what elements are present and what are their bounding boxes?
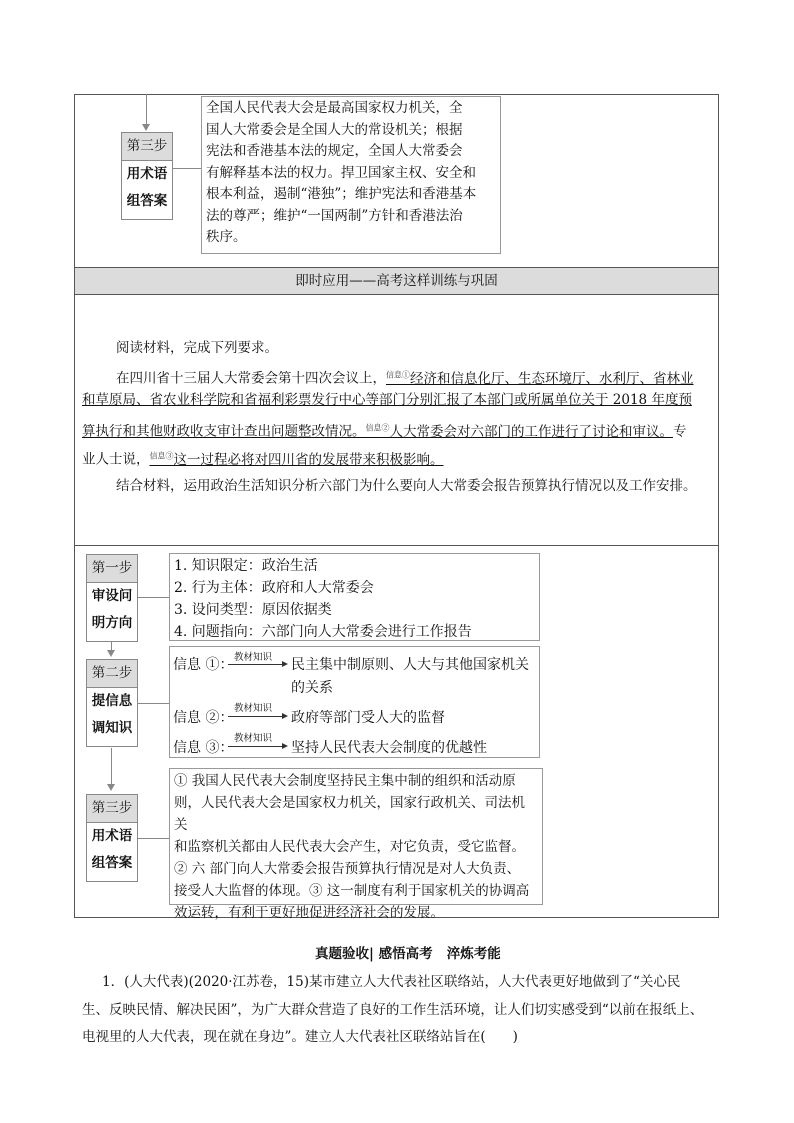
answer-line: ② 六 部门向人大常委会报告预算执行情况是对人大负责、: [174, 861, 521, 877]
info-3-text: 坚持人民代表大会制度的优越性: [291, 740, 487, 756]
apply-header-text: 即时应用——高考这样训练与巩固: [295, 273, 498, 289]
info-1-text: 和草原局、省农业科学院和省福利彩票发行中心等部门分别汇报了本部门或所属单位关于 2018 年度预: [82, 392, 692, 408]
material-line-1: [116, 364, 694, 390]
info-1-prefix: 信息 ①：: [173, 657, 234, 673]
material-task: 结合材料，运用政治生活知识分析六部门为什么要向人大常委会报告预算执行情况以及工作安排。: [116, 478, 697, 494]
answer-line: 有解释基本法的权力。捍卫国家主权、安全和: [206, 164, 476, 181]
info-2-text: 政府等部门受人大的监督: [291, 710, 445, 726]
arrow-label-2: 教材知识: [234, 703, 273, 714]
info-1-text: [386, 371, 694, 387]
arrow-right-icon: [282, 713, 288, 719]
step-subtitle-1: 审设问: [91, 588, 133, 604]
material-line-4: [82, 445, 444, 471]
answer-line: 则，人民代表大会是国家权力机关，国家行政机关、司法机关: [174, 795, 525, 833]
arrow-line: [228, 664, 283, 665]
info-1-text-cont: 的关系: [291, 680, 333, 696]
material-text: 业人士说，: [82, 451, 150, 468]
info-1-text: 民主集中制原则、人大与其他国家机关: [291, 657, 529, 673]
arrow-line: [228, 746, 283, 747]
step3-answer-box: [169, 768, 543, 921]
material-text: 人大常委会对六部门的工作进行了讨论和审议。: [389, 423, 673, 440]
step-subtitle-1: 提信息: [91, 693, 133, 709]
material-line-3: [82, 417, 687, 443]
answer-line: ① 我国人民代表大会制度坚持民主集中制的组织和活动原: [174, 773, 516, 789]
info-2-prefix: 信息 ②：: [173, 710, 234, 726]
arrow-right-icon: [282, 743, 288, 749]
step3-label-top: [121, 132, 173, 220]
step-subtitle-2: 组答案: [91, 855, 133, 871]
arrow-label-1: 教材知识: [234, 652, 273, 663]
step1-box: [169, 553, 540, 641]
step2-label: [86, 659, 138, 747]
info-3-text: [150, 452, 444, 468]
connector-line: [138, 838, 169, 839]
material-line-2: [82, 389, 692, 411]
question-line-1: 1．(人大代表)(2020·江苏卷，15)某市建立人大代表社区联络站，人大代表更好地做到了“关心民: [102, 974, 681, 990]
info-tag-1: 信息①: [386, 370, 410, 379]
arrow-line: [228, 716, 283, 717]
analysis-item: 2. 行为主体：政府和人大常委会: [174, 580, 374, 596]
step-subtitle-2: 明方向: [91, 615, 133, 631]
answer-line: 宪法和香港基本法的规定，全国人大常委会: [206, 143, 463, 159]
answer-line: 效运转，有利于更好地促进经济社会的发展。: [174, 905, 444, 921]
question-line-3: 电视里的人大代表，现在就在身边”。建立人大代表社区联络站旨在( ): [82, 1029, 518, 1045]
answer-line: 根本利益，遏制“港独”；维护宪法和香港基本: [206, 186, 477, 202]
info-tag-3: 信息③: [149, 451, 174, 460]
answer-line: 秩序。: [206, 229, 247, 245]
info-1-text: 算执行和其他财政收支审计查出问题整改情况。: [82, 423, 366, 440]
material-text: 专: [673, 423, 687, 440]
connector-line: [138, 703, 169, 704]
apply-header: [74, 267, 719, 295]
connector-line: [146, 94, 147, 124]
step3-label: [86, 794, 138, 882]
arrow-down-icon: [107, 784, 115, 791]
top-answer-box: [201, 96, 501, 254]
analysis-item: 1. 知识限定：政治生活: [174, 558, 318, 574]
section-heading: 真题验收| 感悟高考 淬炼考能: [315, 946, 501, 962]
arrow-down-icon: [107, 650, 115, 657]
answer-line: 国人大常委会是全国人大的常设机关；根据: [206, 121, 463, 138]
step-subtitle-1: 用术语: [126, 166, 168, 182]
step1-label: [86, 554, 138, 642]
answer-line: 法的尊严；维护“一国两制”方针和香港法治: [206, 207, 463, 224]
analysis-item: 4. 问题指向：六部门向人大常委会进行工作报告: [174, 624, 472, 640]
step-title: 第三步: [122, 133, 172, 161]
step-title: 第一步: [87, 555, 137, 583]
connector-line: [111, 748, 112, 784]
question-line-2: 生、反映民情、解决民困”，为广大群众营造了良好的工作生活环境，让人们切实感受到“以前在报纸上、: [82, 1002, 704, 1018]
connector-line: [138, 597, 169, 598]
material-text: 这一过程必将对四川省的发展带来积极影响。: [173, 451, 444, 468]
info-tag-2: 信息②: [365, 423, 390, 432]
arrow-label-3: 教材知识: [234, 733, 273, 744]
material-intro: 阅读材料，完成下列要求。: [116, 340, 278, 356]
analysis-item: 3. 设问类型：原因依据类: [174, 602, 332, 618]
connector-line: [173, 168, 201, 169]
step-title: 第三步: [87, 795, 137, 823]
answer-line: 接受人大监督的体现。③ 这一制度有利于国家机关的协调高: [174, 883, 530, 899]
answer-line: 和监察机关都由人民代表大会产生，对它负责，受它监督。: [174, 839, 525, 855]
material-text: 在四川省十三届人大常委会第十四次会议上，: [116, 370, 386, 387]
info-3-prefix: 信息 ③：: [173, 740, 234, 756]
step-title: 第二步: [87, 660, 137, 688]
arrow-right-icon: [282, 661, 288, 667]
step-subtitle-1: 用术语: [91, 828, 133, 844]
step-subtitle-2: 组答案: [126, 193, 168, 209]
step-subtitle-2: 调知识: [91, 720, 133, 736]
arrow-down-icon: [142, 124, 150, 131]
info-2-text: [366, 424, 674, 440]
answer-line: 全国人民代表大会是最高国家权力机关，全: [206, 100, 463, 116]
material-text: 经济和信息化厅、生态环境厅、水利厅、省林业: [410, 370, 694, 387]
